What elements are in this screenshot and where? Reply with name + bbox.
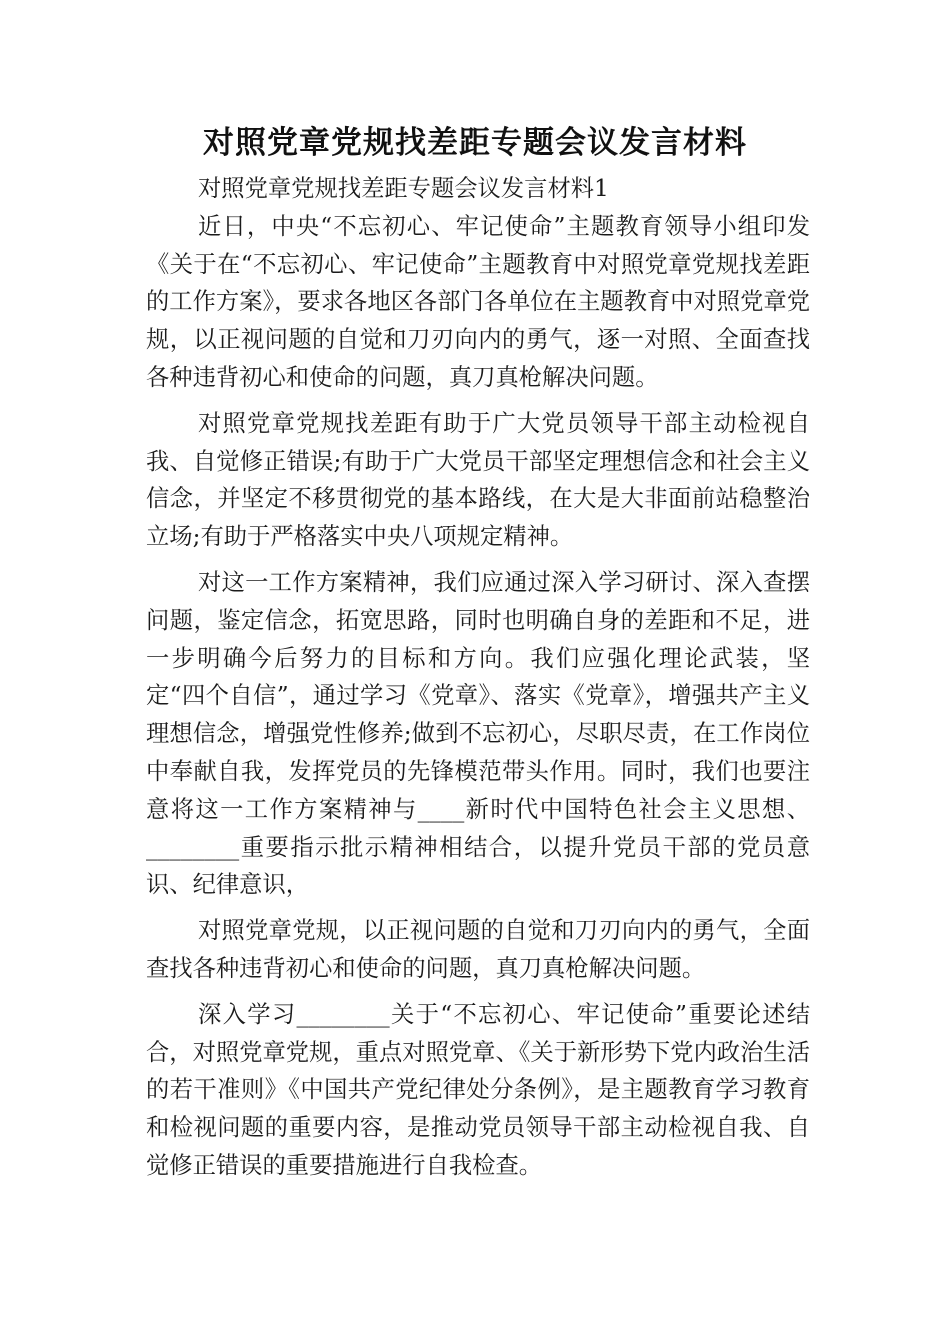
document-body: [146, 170, 810, 1193]
paragraph-1: 近日，中央“不忘初心、牢记使命”主题教育领导小组印发《关于在“不忘初心、牢记使命”主题教育中对照党章党规找差距的工作方案》，要求各地区各部门各单位在主题教育中对照党章党规，以正视问题的自觉和刀刃向内的勇气，逐一对照、全面查找各种违背初心和使命的问题，真刀真枪解决问题。: [146, 212, 810, 391]
paragraph-5: 深入学习________关于“不忘初心、牢记使命”重要论述结合，对照党章党规，重点对照党章、《关于新形势下党内政治生活的若干准则》《中国共产党纪律处分条例》，是主题教育学习教育和检视问题的重要内容，是推动党员领导干部主动检视自我、自觉修正错误的重要措施进行自我检查。: [146, 1000, 810, 1179]
document-subtitle: 对照党章党规找差距专题会议发言材料1: [198, 175, 609, 202]
paragraph-2: 对照党章党规找差距有助于广大党员领导干部主动检视自我、自觉修正错误;有助于广大党员干部坚定理想信念和社会主义信念，并坚定不移贯彻党的基本路线，在大是大非面前站稳整治立场;有助于严格落实中央八项规定精神。: [146, 409, 810, 551]
paragraph-3: 对这一工作方案精神，我们应通过深入学习研讨、深入查摆问题，鉴定信念，拓宽思路，同时也明确自身的差距和不足，进一步明确今后努力的目标和方向。我们应强化理论武装，坚定“四个自信”，通过学习《党章》、落实《党章》，增强共产主义理想信念，增强党性修养;做到不忘初心，尽职尽责，在工作岗位中奉献自我，发挥党员的先锋模范带头作用。同时，我们也要注意将这一工作方案精神与____新时代中国特色社会主义思想、________重要指示批示精神相结合，以提升党员干部的党员意识、纪律意识，: [146, 568, 810, 899]
document-title: 对照党章党规找差距专题会议发言材料: [203, 125, 747, 161]
paragraph-4: 对照党章党规，以正视问题的自觉和刀刃向内的勇气，全面查找各种违背初心和使命的问题，真刀真枪解决问题。: [146, 917, 810, 982]
